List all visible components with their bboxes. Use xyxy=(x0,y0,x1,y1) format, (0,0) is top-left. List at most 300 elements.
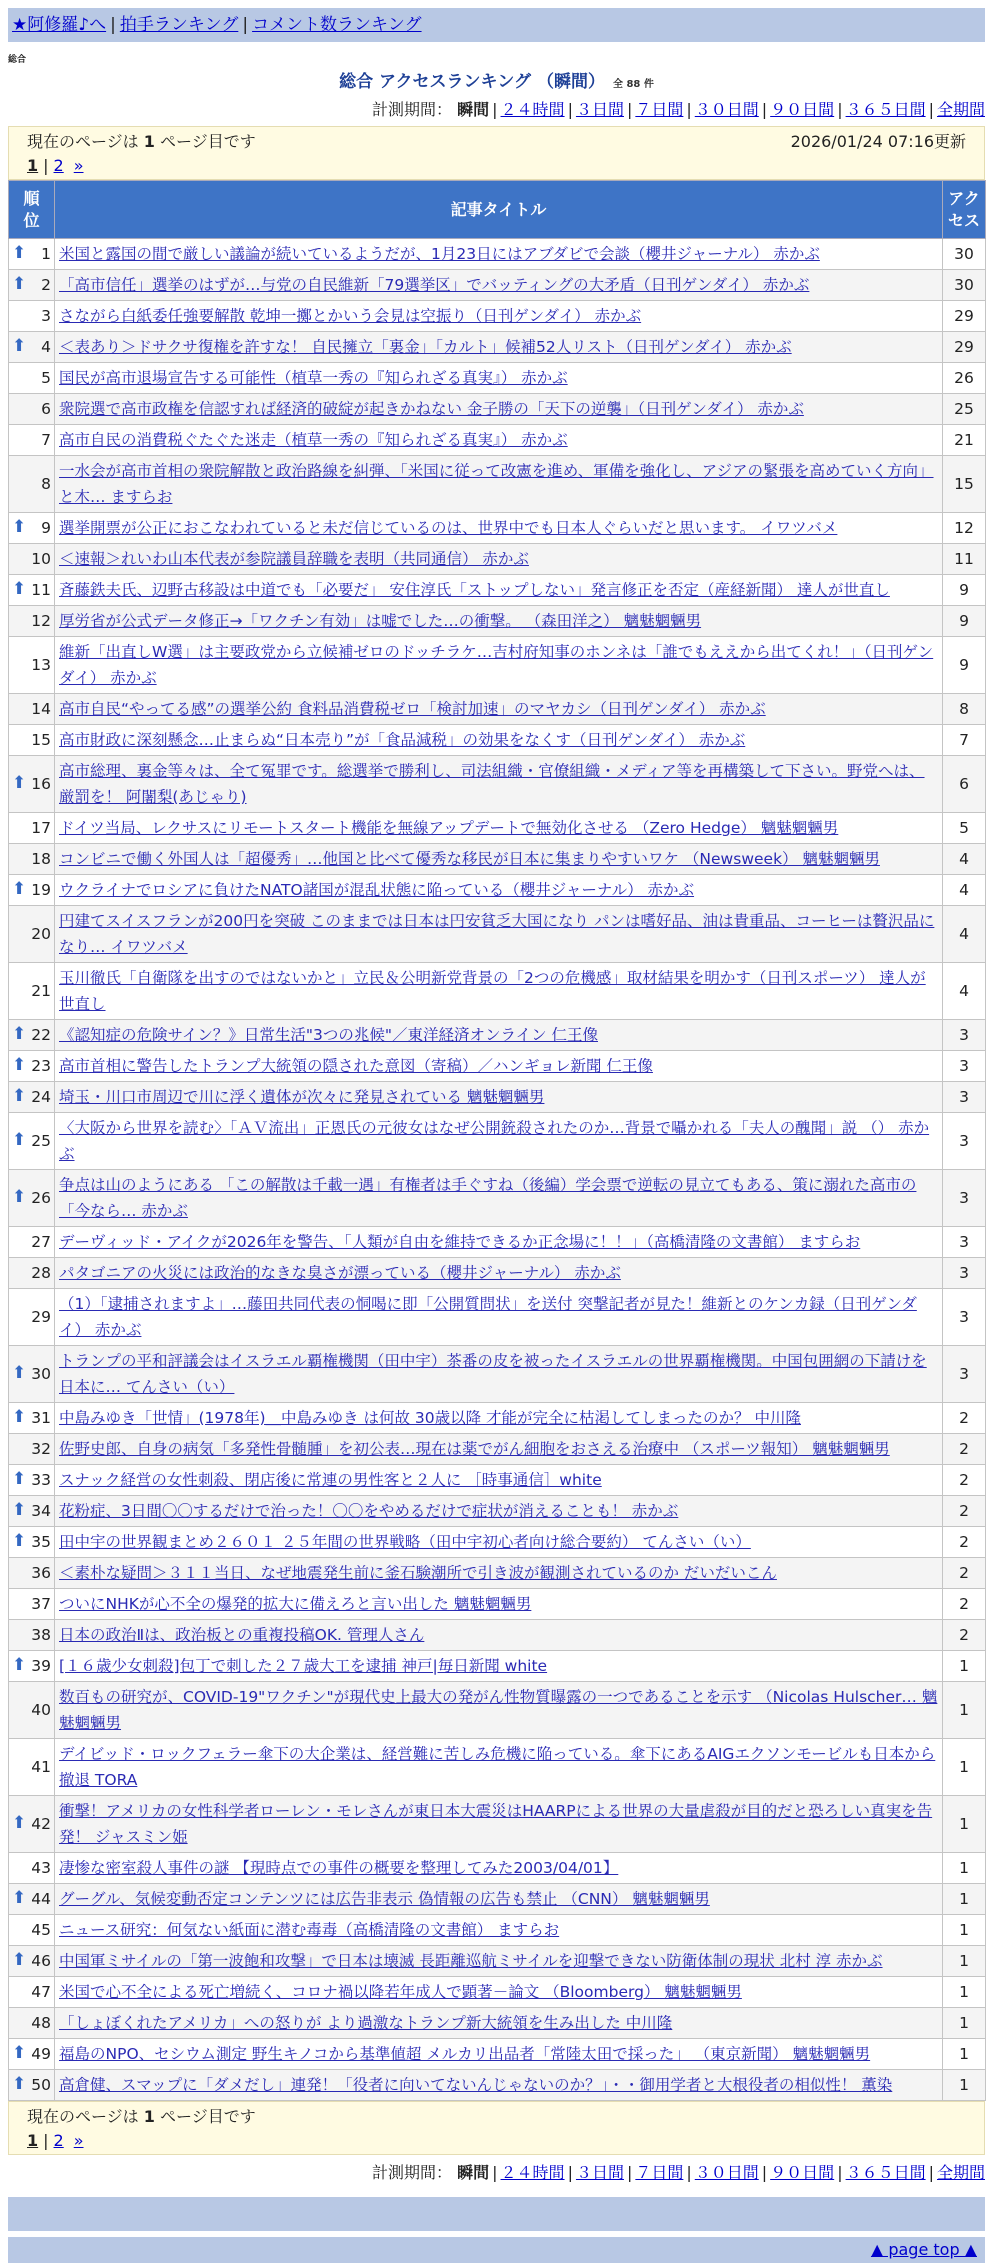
access-count: 7 xyxy=(943,725,986,756)
rank-cell xyxy=(9,2039,55,2070)
period-current: 瞬間 xyxy=(457,2163,490,2182)
article-title-link[interactable]: 福島のNPO、セシウム測定 野生キノコから基準値超 メルカリ出品者「常陸太田で採った」 （東京新聞） 魑魅魍魎男 xyxy=(59,2045,871,2063)
article-title-link[interactable]: 米国と露国の間で厳しい議論が続いているようだが、1月23日にはアブダビで会談（櫻井ジャーナル） 赤かぶ xyxy=(59,245,820,263)
title-cell xyxy=(55,2008,943,2039)
table-row xyxy=(9,1346,986,1403)
rank-cell xyxy=(9,1289,55,1346)
rank-number: 45 xyxy=(31,1921,51,1939)
rank-number: 37 xyxy=(31,1595,51,1613)
rank-cell xyxy=(9,1082,55,1113)
rank-number: 41 xyxy=(31,1758,51,1776)
rank-cell xyxy=(9,813,55,844)
top-navigation-bar xyxy=(8,8,985,42)
table-row xyxy=(9,1739,986,1796)
title-cell xyxy=(55,844,943,875)
article-title-link[interactable]: 斉藤鉄夫氏、辺野古移設は中道でも「必要だ」 安住淳氏「ストップしない」発言修正を否定（産経新聞） 達人が世直し xyxy=(59,581,890,599)
rank-cell xyxy=(9,1465,55,1496)
rank-cell xyxy=(9,332,55,363)
table-row xyxy=(9,637,986,694)
article-title-link[interactable]: （1）「逮捕されますよ」…藤田共同代表の恫喝に即「公開質問状」を送付 突撃記者が見た！維新とのケンカ録（日刊ゲンダイ） 赤かぶ xyxy=(59,1295,917,1339)
title-cell xyxy=(55,363,943,394)
period-link-7[interactable]: 全期間 xyxy=(936,2163,985,2182)
article-title-link[interactable]: さながら白紙委任強要解散 乾坤一擲とかいう会見は空振り（日刊ゲンダイ） 赤かぶ xyxy=(59,307,642,325)
article-title-link[interactable]: トランプの平和評議会はイスラエル覇権機関（田中宇）茶番の皮を被ったイスラエルの世界覇権機関。中国包囲網の下請けを日本に… てんさい（い） xyxy=(59,1352,927,1396)
period-label: 計測期間： xyxy=(372,2163,458,2182)
article-title-link[interactable]: 円建てスイスフランが200円を突破 このままでは日本は円安貧乏大国になり パンは嗜好品、油は貴重品、コーヒーは贅沢品になり… イワツバメ xyxy=(59,912,935,956)
access-count: 15 xyxy=(943,456,986,513)
title-cell xyxy=(55,1258,943,1289)
rank-number: 8 xyxy=(41,475,51,493)
separator: | xyxy=(928,100,934,119)
table-row xyxy=(9,1620,986,1651)
rank-up-arrow-icon: ⬆ xyxy=(12,1186,27,1207)
pager-next-arrow[interactable]: » xyxy=(73,156,84,175)
article-title-link[interactable]: 玉川徹氏「自衛隊を出すのではないかと」立民＆公明新党背景の「2つの危機感」取材結果を明かす（日刊スポーツ） 達人が世直し xyxy=(59,969,926,1013)
rank-up-arrow-icon: ⬆ xyxy=(12,242,27,263)
access-count: 1 xyxy=(943,2039,986,2070)
separator: | xyxy=(242,15,249,35)
title-cell xyxy=(55,2070,943,2101)
separator: | xyxy=(761,2163,768,2182)
total-count: 全 88 件 xyxy=(612,79,654,90)
article-title-link[interactable]: スナック経営の女性刺殺、閉店後に常連の男性客と２人に ［時事通信］white xyxy=(59,1471,602,1489)
rank-cell xyxy=(9,1589,55,1620)
title-cell xyxy=(55,1170,943,1227)
rank-cell xyxy=(9,1227,55,1258)
rank-cell xyxy=(9,270,55,301)
rank-number: 31 xyxy=(31,1409,51,1427)
title-cell xyxy=(55,301,943,332)
title-cell xyxy=(55,1977,943,2008)
bottom-bar xyxy=(8,2197,985,2231)
article-title-link[interactable]: 田中宇の世界観まとめ２６０１ ２５年間の世界戦略（田中宇初心者向け総合要約） てんさい（い） xyxy=(59,1533,751,1551)
separator: | xyxy=(837,100,843,119)
rank-number: 40 xyxy=(31,1701,51,1719)
rank-number: 4 xyxy=(41,338,51,356)
article-title-link[interactable]: 高市財政に深刻懸念…止まらぬ“日本売り”が「食品減税」の効果をなくす（日刊ゲンダイ） 赤かぶ xyxy=(59,731,746,749)
title-cell xyxy=(55,1558,943,1589)
rank-cell xyxy=(9,1403,55,1434)
title-cell xyxy=(55,1289,943,1346)
title-cell xyxy=(55,1853,943,1884)
rank-number: 12 xyxy=(31,612,51,630)
rank-number: 11 xyxy=(31,581,51,599)
table-row xyxy=(9,301,986,332)
article-title-link[interactable]: ついにNHKが心不全の爆発的拡大に備えろと言い出した 魑魅魍魎男 xyxy=(59,1595,532,1613)
rank-up-arrow-icon: ⬆ xyxy=(12,273,27,294)
rank-number: 49 xyxy=(31,2045,51,2063)
rank-cell xyxy=(9,1051,55,1082)
period-link-3[interactable]: ７日間 xyxy=(635,100,684,119)
period-link-1[interactable]: ２４時間 xyxy=(500,100,565,119)
access-count: 1 xyxy=(943,1739,986,1796)
title-cell xyxy=(55,1946,943,1977)
rank-up-arrow-icon: ⬆ xyxy=(12,2042,27,2063)
article-title-link[interactable]: 〈大阪から世界を読む〉「ＡＶ流出」正恩氏の元彼女はなぜ公開銃殺されたのか…背景で囁かれる「夫人の醜聞」説 （） 赤かぶ xyxy=(59,1119,930,1163)
title-cell xyxy=(55,1884,943,1915)
article-title-link[interactable]: コンビニで働く外国人は「超優秀」…他国と比べて優秀な移民が日本に集まりやすいワケ （Newsweek） 魑魅魍魎男 xyxy=(59,850,880,868)
article-title-link[interactable]: ドイツ当局、レクサスにリモートスタート機能を無線アップデートで無効化させる （Zero Hedge） 魑魅魍魎男 xyxy=(59,819,839,837)
title-cell xyxy=(55,756,943,813)
access-count: 1 xyxy=(943,1977,986,2008)
table-row xyxy=(9,1977,986,2008)
period-link-1[interactable]: ２４時間 xyxy=(500,2163,565,2182)
rank-cell xyxy=(9,1113,55,1170)
title-cell xyxy=(55,1620,943,1651)
title-cell xyxy=(55,513,943,544)
rank-number: 43 xyxy=(31,1859,51,1877)
rank-number: 39 xyxy=(31,1657,51,1675)
table-row xyxy=(9,1020,986,1051)
access-count: 2 xyxy=(943,1527,986,1558)
period-link-4[interactable]: ３０日間 xyxy=(694,100,759,119)
current-page-text-bottom: 現在のページは 1 ページ目です xyxy=(27,2107,256,2126)
article-title-link[interactable]: 「高市信任」選挙のはずが…与党の自民維新「79選挙区」でバッティングの大矛盾（日刊ゲンダイ） 赤かぶ xyxy=(59,276,810,294)
rank-number: 24 xyxy=(31,1088,51,1106)
article-title-link[interactable]: ウクライナでロシアに負けたNATO諸国が混乱状態に陥っている（櫻井ジャーナル） 赤かぶ xyxy=(59,881,695,899)
table-row xyxy=(9,1465,986,1496)
rank-cell xyxy=(9,239,55,270)
rank-number: 15 xyxy=(31,731,51,749)
rank-cell xyxy=(9,1434,55,1465)
rank-up-arrow-icon: ⬆ xyxy=(12,1949,27,1970)
title-cell xyxy=(55,270,943,301)
access-count: 29 xyxy=(943,301,986,332)
access-count: 26 xyxy=(943,363,986,394)
title-cell xyxy=(55,1113,943,1170)
table-row xyxy=(9,1051,986,1082)
period-link-2[interactable]: ３日間 xyxy=(575,100,624,119)
rank-cell xyxy=(9,725,55,756)
article-title-link[interactable]: グーグル、気候変動否定コンテンツには広告非表示 偽情報の広告も禁止 （CNN） 魑魅魍魎男 xyxy=(59,1890,710,1908)
title-cell xyxy=(55,1051,943,1082)
rank-cell xyxy=(9,575,55,606)
rank-number: 2 xyxy=(41,276,51,294)
pager-current-page: 1 xyxy=(27,2131,39,2150)
table-row xyxy=(9,813,986,844)
table-row xyxy=(9,425,986,456)
ranking-title: 総合 アクセスランキング （瞬間） xyxy=(339,72,605,92)
table-row xyxy=(9,270,986,301)
table-row xyxy=(9,963,986,1020)
table-row xyxy=(9,2070,986,2101)
table-row xyxy=(9,2008,986,2039)
article-title-link[interactable]: 厚労省が公式データ修正→「ワクチン有効」は嘘でした…の衝撃。 （森田洋之） 魑魅魍魎男 xyxy=(59,612,702,630)
article-title-link[interactable]: ＜速報＞れいわ山本代表が参院議員辞職を表明（共同通信） 赤かぶ xyxy=(59,550,529,568)
access-count: 1 xyxy=(943,2008,986,2039)
article-title-link[interactable]: 中国軍ミサイルの「第一波飽和攻撃」で日本は壊滅 長距離巡航ミサイルを迎撃できない防衛体制の現状 北村 淳 赤かぶ xyxy=(59,1952,883,1970)
title-cell xyxy=(55,394,943,425)
rank-up-arrow-icon: ⬆ xyxy=(12,1468,27,1489)
rank-number: 20 xyxy=(31,925,51,943)
access-count: 4 xyxy=(943,963,986,1020)
category-label: 総合 xyxy=(8,55,27,65)
rank-cell xyxy=(9,1977,55,2008)
period-link-6[interactable]: ３６５日間 xyxy=(845,2163,926,2182)
access-count: 1 xyxy=(943,1946,986,1977)
table-row xyxy=(9,1589,986,1620)
current-page-text: 現在のページは 1 ページ目です xyxy=(27,132,256,151)
article-title-link[interactable]: 衝撃！アメリカの女性科学者ローレン・モレさんが東日本大震災はHAARPによる世界の大量虐殺が目的だと恐ろしい真実を告発！ ジャスミン姫 xyxy=(59,1802,933,1846)
table-row xyxy=(9,239,986,270)
separator: | xyxy=(686,100,692,119)
table-row xyxy=(9,1558,986,1589)
title-cell xyxy=(55,544,943,575)
table-row xyxy=(9,1946,986,1977)
access-count: 5 xyxy=(943,813,986,844)
rank-number: 19 xyxy=(31,881,51,899)
article-title-link[interactable]: 国民が高市退場宣告する可能性（植草一秀の『知られざる真実』） 赤かぶ xyxy=(59,369,568,387)
article-title-link[interactable]: ＜素朴な疑問＞３１１当日、なぜ地震発生前に釜石験潮所で引き波が観測されているのか だいだいこん xyxy=(59,1564,777,1582)
table-row xyxy=(9,1403,986,1434)
table-row xyxy=(9,1170,986,1227)
rank-number: 28 xyxy=(31,1264,51,1282)
rank-number: 22 xyxy=(31,1026,51,1044)
home-link[interactable]: ★阿修羅♪へ xyxy=(12,15,107,35)
rank-number: 44 xyxy=(31,1890,51,1908)
table-row xyxy=(9,1434,986,1465)
access-count: 1 xyxy=(943,1651,986,1682)
page-title xyxy=(0,70,993,94)
title-cell xyxy=(55,1020,943,1051)
table-row xyxy=(9,456,986,513)
article-title-link[interactable]: 一水会が高市首相の衆院解散と政治路線を糾弾、「米国に従って改憲を進め、軍備を強化し、アジアの緊張を高めていく方向」と木… ますらお xyxy=(59,462,934,506)
period-link-3[interactable]: ７日間 xyxy=(635,2163,684,2182)
access-count: 25 xyxy=(943,394,986,425)
rank-number: 50 xyxy=(31,2076,51,2094)
rank-up-arrow-icon: ⬆ xyxy=(12,1362,27,1383)
comment-ranking-link[interactable]: コメント数ランキング xyxy=(252,15,422,35)
article-title-link[interactable]: 高倉健、スマップに「ダメだし」連発！「役者に向いてないんじゃないのか？」・・御用学者と大根役者の相似性！ 薫染 xyxy=(59,2076,893,2094)
table-row xyxy=(9,694,986,725)
separator: | xyxy=(567,2163,573,2182)
rank-number: 25 xyxy=(31,1132,51,1150)
rank-up-arrow-icon: ⬆ xyxy=(12,1129,27,1150)
column-header-rank: 順 位 xyxy=(9,181,55,239)
rank-number: 9 xyxy=(41,519,51,537)
article-title-link[interactable]: 争点は山のようにある 「この解散は千載一遇」有権者は手ぐすね（後編）学会票で逆転の見立てもある、策に溺れた高市の「今なら… 赤かぶ xyxy=(59,1176,917,1220)
rank-up-arrow-icon: ⬆ xyxy=(12,578,27,599)
article-title-link[interactable]: 凄惨な密室殺人事件の謎 【現時点での事件の概要を整理してみた2003/04/01】 xyxy=(59,1859,619,1877)
article-title-link[interactable]: ニュース研究：何気ない紙面に潜む毒毒（高橋清隆の文書館） ますらお xyxy=(59,1921,560,1939)
rank-number: 23 xyxy=(31,1057,51,1075)
separator: | xyxy=(110,15,116,35)
period-link-2[interactable]: ３日間 xyxy=(575,2163,624,2182)
rank-up-arrow-icon: ⬆ xyxy=(12,1654,27,1675)
rank-cell xyxy=(9,1170,55,1227)
article-title-link[interactable]: デイビッド・ロックフェラー傘下の大企業は、経営難に苦しみ危機に陥っている。傘下にあるAIGエクソンモービルも日本から撤退 TORA xyxy=(59,1745,936,1789)
article-title-link[interactable]: 佐野史郎、自身の病気「多発性骨髄腫」を初公表…現在は薬でがん細胞をおさえる治療中 （スポーツ報知） 魑魅魍魎男 xyxy=(59,1440,890,1458)
rank-cell xyxy=(9,1946,55,1977)
article-title-link[interactable]: 「しょぼくれたアメリカ」への怒りが より過激なトランプ新大統領を生み出した 中川隆 xyxy=(59,2014,673,2032)
article-title-link[interactable]: [１６歳少女刺殺]包丁で刺した２７歳大工を逮捕 神戸|毎日新聞 white xyxy=(59,1657,548,1675)
pager-page-2-link[interactable]: 2 xyxy=(53,2131,64,2150)
rank-cell xyxy=(9,456,55,513)
rank-cell xyxy=(9,1915,55,1946)
rank-cell xyxy=(9,1020,55,1051)
rank-up-arrow-icon: ⬆ xyxy=(12,1499,27,1520)
rank-cell xyxy=(9,363,55,394)
rank-number: 47 xyxy=(31,1983,51,2001)
article-title-link[interactable]: 高市首相に警告したトランプ大統領の隠された意図（寄稿）／ハンギョレ新聞 仁王像 xyxy=(59,1057,653,1075)
period-link-5[interactable]: ９０日間 xyxy=(770,2163,835,2182)
title-cell xyxy=(55,963,943,1020)
title-cell xyxy=(55,425,943,456)
rank-up-arrow-icon: ⬆ xyxy=(12,1530,27,1551)
rank-number: 27 xyxy=(31,1233,51,1251)
rank-up-arrow-icon: ⬆ xyxy=(12,516,27,537)
rank-cell xyxy=(9,544,55,575)
rank-cell xyxy=(9,637,55,694)
rank-number: 16 xyxy=(31,775,51,793)
table-row xyxy=(9,544,986,575)
separator: | xyxy=(492,100,498,119)
article-title-link[interactable]: 日本の政治Ⅱは、政治板との重複投稿OK. 管理人さん xyxy=(59,1626,425,1644)
access-count: 3 xyxy=(943,1346,986,1403)
access-count: 1 xyxy=(943,2070,986,2101)
access-count: 1 xyxy=(943,1796,986,1853)
rank-number: 3 xyxy=(41,307,51,325)
rank-number: 17 xyxy=(31,819,51,837)
table-row xyxy=(9,332,986,363)
page-top-bar xyxy=(8,2237,985,2263)
table-row xyxy=(9,1227,986,1258)
access-count: 1 xyxy=(943,1915,986,1946)
rank-number: 48 xyxy=(31,2014,51,2032)
rank-cell xyxy=(9,1796,55,1853)
title-cell xyxy=(55,1915,943,1946)
rank-cell xyxy=(9,1527,55,1558)
rank-up-arrow-icon: ⬆ xyxy=(12,1023,27,1044)
page-top-link[interactable]: ▲ page top ▲ xyxy=(870,2240,977,2259)
rank-cell xyxy=(9,756,55,813)
ranking-table xyxy=(8,180,986,2101)
page-info-box xyxy=(8,126,985,180)
period-link-7[interactable]: 全期間 xyxy=(936,100,985,119)
table-row xyxy=(9,575,986,606)
period-link-4[interactable]: ３０日間 xyxy=(694,2163,759,2182)
period-link-6[interactable]: ３６５日間 xyxy=(845,100,926,119)
rank-number: 35 xyxy=(31,1533,51,1551)
article-title-link[interactable]: 《認知症の危険サイン？》日常生活"3つの兆候"／東洋経済オンライン 仁王像 xyxy=(59,1026,598,1044)
period-link-5[interactable]: ９０日間 xyxy=(770,100,835,119)
title-cell xyxy=(55,1682,943,1739)
article-title-link[interactable]: パタゴニアの火災には政治的なきな臭さが漂っている（櫻井ジャーナル） 赤かぶ xyxy=(59,1264,621,1282)
title-cell xyxy=(55,637,943,694)
article-title-link[interactable]: 数百もの研究が、COVID-19"ワクチン"が現代史上最大の発がん性物質曝露の一つであることを示す （Nicolas Hulscher… 魑魅魍魎男 xyxy=(59,1688,938,1732)
separator: | xyxy=(928,2163,934,2182)
rank-number: 29 xyxy=(31,1308,51,1326)
rank-cell xyxy=(9,606,55,637)
access-count: 2 xyxy=(943,1434,986,1465)
rank-number: 21 xyxy=(31,982,51,1000)
article-title-link[interactable]: 中島みゆき「世情」(1978年)＿中島みゆき は何故 30歳以降 才能が完全に枯渇してしまったのか？ 中川隆 xyxy=(59,1409,801,1427)
title-cell xyxy=(55,875,943,906)
article-title-link[interactable]: 埼玉・川口市周辺で川に浮く遺体が次々に発見されている 魑魅魍魎男 xyxy=(59,1088,545,1106)
rank-up-arrow-icon: ⬆ xyxy=(12,335,27,356)
rank-up-arrow-icon: ⬆ xyxy=(12,2073,27,2094)
access-count: 4 xyxy=(943,875,986,906)
article-title-link[interactable]: 高市総理、裏金等々は、全て冤罪です。総選挙で勝利し、司法組織・官僚組織・メディア等を再構築して下さい。野党へは、厳罰を！ 阿闍梨(あじゃり) xyxy=(59,762,925,806)
article-title-link[interactable]: 米国で心不全による死亡増続く、コロナ禍以降若年成人で顕著－論文 （Bloomberg） 魑魅魍魎男 xyxy=(59,1983,742,2001)
pager-next-arrow[interactable]: » xyxy=(73,2131,84,2150)
table-row xyxy=(9,1884,986,1915)
separator: | xyxy=(686,2163,692,2182)
table-row xyxy=(9,1496,986,1527)
table-row xyxy=(9,1258,986,1289)
clap-ranking-link[interactable]: 拍手ランキング xyxy=(119,15,239,35)
rank-up-arrow-icon: ⬆ xyxy=(12,1812,27,1833)
rank-cell xyxy=(9,1496,55,1527)
rank-up-arrow-icon: ⬆ xyxy=(12,772,27,793)
table-row xyxy=(9,875,986,906)
access-count: 3 xyxy=(943,1020,986,1051)
table-row xyxy=(9,1289,986,1346)
rank-number: 1 xyxy=(41,245,51,263)
table-row xyxy=(9,1682,986,1739)
title-cell xyxy=(55,725,943,756)
article-title-link[interactable]: 選挙開票が公正におこなわれていると未だ信じているのは、世界中でも日本人ぐらいだと思います。 イワツバメ xyxy=(59,519,838,537)
access-count: 3 xyxy=(943,1170,986,1227)
title-cell xyxy=(55,1227,943,1258)
pager-page-2-link[interactable]: 2 xyxy=(53,156,64,175)
table-row xyxy=(9,844,986,875)
article-title-link[interactable]: ＜表あり＞ドサクサ復権を許すな！ 自民擁立「裏金」「カルト」候補52人リスト（日刊ゲンダイ） 赤かぶ xyxy=(59,338,792,356)
rank-cell xyxy=(9,875,55,906)
rank-cell xyxy=(9,1682,55,1739)
article-title-link[interactable]: 高市自民“やってる感”の選挙公約 食料品消費税ゼロ「検討加速」のマヤカシ（日刊ゲンダイ） 赤かぶ xyxy=(59,700,766,718)
rank-number: 18 xyxy=(31,850,51,868)
title-cell xyxy=(55,1527,943,1558)
separator: | xyxy=(492,2163,498,2182)
access-count: 2 xyxy=(943,1465,986,1496)
rank-cell xyxy=(9,2070,55,2101)
rank-number: 34 xyxy=(31,1502,51,1520)
table-row xyxy=(9,1651,986,1682)
access-count: 3 xyxy=(943,1289,986,1346)
table-row xyxy=(9,1796,986,1853)
table-row xyxy=(9,1113,986,1170)
table-row xyxy=(9,606,986,637)
rank-number: 7 xyxy=(41,431,51,449)
rank-cell xyxy=(9,1620,55,1651)
access-count: 2 xyxy=(943,1403,986,1434)
column-header-title: 記事タイトル xyxy=(55,181,943,239)
period-selector xyxy=(8,98,985,122)
title-cell xyxy=(55,1589,943,1620)
pager-bottom: 1 | 2 » xyxy=(27,2131,84,2150)
title-cell xyxy=(55,694,943,725)
table-row xyxy=(9,1527,986,1558)
rank-up-arrow-icon: ⬆ xyxy=(12,1887,27,1908)
article-title-link[interactable]: 維新「出直しW選」は主要政党から立候補ゼロのドッチラケ…吉村府知事のホンネは「誰でもええから出てくれ！」（日刊ゲンダイ） 赤かぶ xyxy=(59,643,934,687)
table-header-row xyxy=(9,181,986,239)
title-cell xyxy=(55,1651,943,1682)
title-cell xyxy=(55,2039,943,2070)
article-title-link[interactable]: 花粉症、3日間〇〇するだけで治った！〇〇をやめるだけで症状が消えることも！ 赤かぶ xyxy=(59,1502,679,1520)
access-count: 30 xyxy=(943,239,986,270)
rank-cell xyxy=(9,1558,55,1589)
title-cell xyxy=(55,1403,943,1434)
article-title-link[interactable]: 衆院選で高市政権を信認すれば経済的破綻が起きかねない 金子勝の「天下の逆襲」（日刊ゲンダイ） 赤かぶ xyxy=(59,400,804,418)
access-count: 9 xyxy=(943,606,986,637)
article-title-link[interactable]: 高市自民の消費税ぐたぐた迷走（植草一秀の『知られざる真実』） 赤かぶ xyxy=(59,431,568,449)
article-title-link[interactable]: デーヴィッド・アイクが2026年を警告、「人類が自由を維持できるか正念場に！！」（高橋清隆の文書館） ますらお xyxy=(59,1233,861,1251)
access-count: 3 xyxy=(943,1258,986,1289)
table-row xyxy=(9,756,986,813)
rank-cell xyxy=(9,1853,55,1884)
title-cell xyxy=(55,456,943,513)
